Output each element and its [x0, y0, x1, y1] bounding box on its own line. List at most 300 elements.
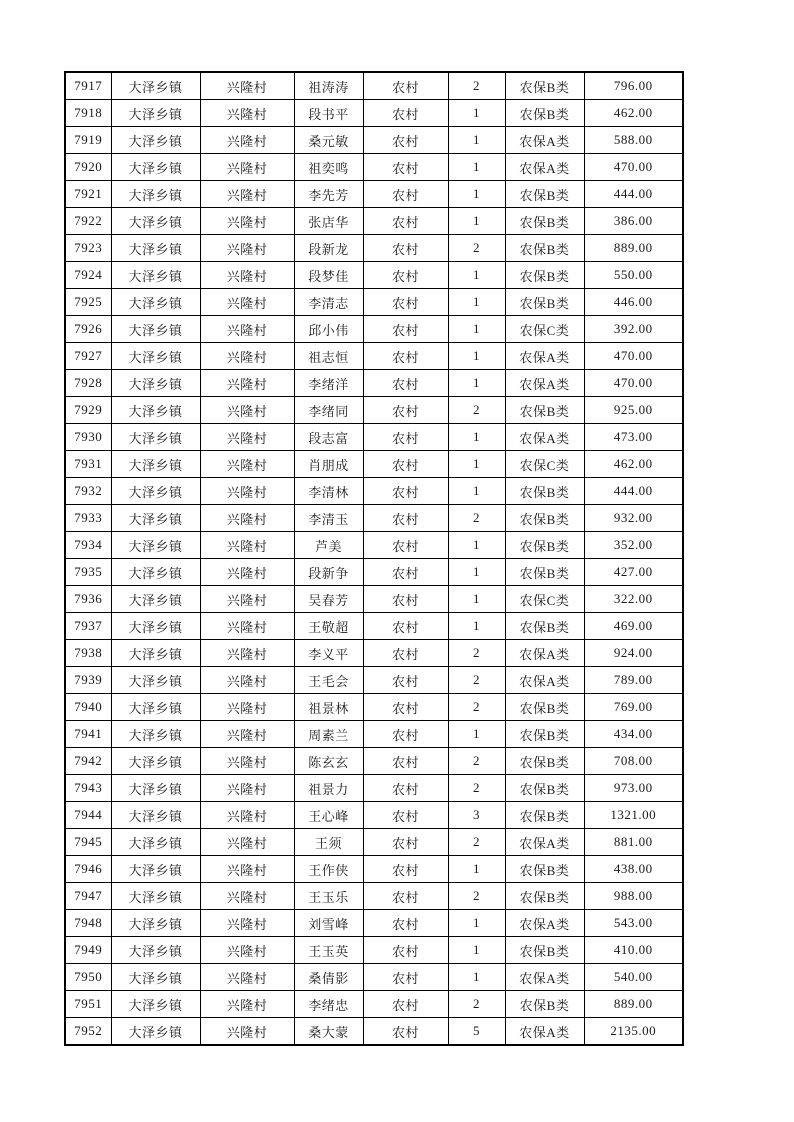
- cell-person-count: 1: [448, 586, 505, 613]
- cell-serial-number: 7929: [65, 397, 111, 424]
- cell-residence-type: 农村: [363, 856, 448, 883]
- cell-residence-type: 农村: [363, 532, 448, 559]
- cell-residence-type: 农村: [363, 208, 448, 235]
- cell-serial-number: 7952: [65, 1018, 111, 1046]
- cell-village: 兴隆村: [200, 694, 294, 721]
- cell-person-count: 5: [448, 1018, 505, 1046]
- cell-village: 兴隆村: [200, 937, 294, 964]
- cell-person-count: 2: [448, 775, 505, 802]
- cell-insurance-category: 农保A类: [505, 343, 584, 370]
- cell-amount: 470.00: [584, 154, 683, 181]
- cell-insurance-category: 农保C类: [505, 586, 584, 613]
- cell-person-name: 桑大蒙: [294, 1018, 363, 1046]
- table-row: [65, 721, 683, 748]
- cell-person-name: 段新争: [294, 559, 363, 586]
- cell-amount: 540.00: [584, 964, 683, 991]
- cell-serial-number: 7918: [65, 100, 111, 127]
- cell-person-name: 祖涛涛: [294, 72, 363, 100]
- cell-residence-type: 农村: [363, 694, 448, 721]
- cell-amount: 470.00: [584, 370, 683, 397]
- table-row: [65, 397, 683, 424]
- cell-township: 大泽乡镇: [111, 883, 200, 910]
- cell-insurance-category: 农保B类: [505, 478, 584, 505]
- cell-residence-type: 农村: [363, 451, 448, 478]
- cell-serial-number: 7949: [65, 937, 111, 964]
- table-row: [65, 856, 683, 883]
- cell-person-name: 王玉英: [294, 937, 363, 964]
- cell-person-name: 周素兰: [294, 721, 363, 748]
- cell-person-count: 1: [448, 937, 505, 964]
- cell-insurance-category: 农保A类: [505, 154, 584, 181]
- cell-serial-number: 7922: [65, 208, 111, 235]
- table-row: [65, 532, 683, 559]
- cell-township: 大泽乡镇: [111, 127, 200, 154]
- cell-serial-number: 7934: [65, 532, 111, 559]
- cell-insurance-category: 农保A类: [505, 829, 584, 856]
- table-row: [65, 937, 683, 964]
- cell-serial-number: 7919: [65, 127, 111, 154]
- cell-person-name: 祖景林: [294, 694, 363, 721]
- cell-person-count: 1: [448, 451, 505, 478]
- table-row: [65, 586, 683, 613]
- cell-village: 兴隆村: [200, 397, 294, 424]
- cell-insurance-category: 农保B类: [505, 775, 584, 802]
- cell-township: 大泽乡镇: [111, 100, 200, 127]
- cell-township: 大泽乡镇: [111, 829, 200, 856]
- cell-person-name: 李先芳: [294, 181, 363, 208]
- cell-amount: 2135.00: [584, 1018, 683, 1046]
- cell-village: 兴隆村: [200, 856, 294, 883]
- cell-person-count: 3: [448, 802, 505, 829]
- cell-person-count: 1: [448, 316, 505, 343]
- cell-insurance-category: 农保B类: [505, 289, 584, 316]
- cell-insurance-category: 农保B类: [505, 991, 584, 1018]
- cell-residence-type: 农村: [363, 721, 448, 748]
- table-row: [65, 802, 683, 829]
- cell-township: 大泽乡镇: [111, 613, 200, 640]
- cell-residence-type: 农村: [363, 775, 448, 802]
- cell-person-count: 2: [448, 991, 505, 1018]
- cell-residence-type: 农村: [363, 748, 448, 775]
- cell-person-count: 1: [448, 613, 505, 640]
- cell-township: 大泽乡镇: [111, 910, 200, 937]
- table-row: [65, 505, 683, 532]
- cell-person-name: 李绪同: [294, 397, 363, 424]
- cell-village: 兴隆村: [200, 640, 294, 667]
- cell-residence-type: 农村: [363, 72, 448, 100]
- cell-township: 大泽乡镇: [111, 289, 200, 316]
- cell-village: 兴隆村: [200, 532, 294, 559]
- cell-village: 兴隆村: [200, 370, 294, 397]
- cell-insurance-category: 农保A类: [505, 964, 584, 991]
- cell-insurance-category: 农保B类: [505, 559, 584, 586]
- cell-person-name: 李绪忠: [294, 991, 363, 1018]
- cell-amount: 889.00: [584, 235, 683, 262]
- cell-insurance-category: 农保B类: [505, 883, 584, 910]
- cell-township: 大泽乡镇: [111, 316, 200, 343]
- cell-village: 兴隆村: [200, 586, 294, 613]
- table-row: [65, 478, 683, 505]
- cell-village: 兴隆村: [200, 451, 294, 478]
- cell-person-name: 张店华: [294, 208, 363, 235]
- cell-serial-number: 7925: [65, 289, 111, 316]
- cell-residence-type: 农村: [363, 154, 448, 181]
- cell-village: 兴隆村: [200, 181, 294, 208]
- cell-person-count: 1: [448, 964, 505, 991]
- cell-amount: 427.00: [584, 559, 683, 586]
- cell-serial-number: 7932: [65, 478, 111, 505]
- cell-village: 兴隆村: [200, 424, 294, 451]
- cell-person-name: 邱小伟: [294, 316, 363, 343]
- cell-person-count: 1: [448, 154, 505, 181]
- cell-person-count: 1: [448, 181, 505, 208]
- table-row: [65, 370, 683, 397]
- cell-amount: 924.00: [584, 640, 683, 667]
- table-row: [65, 910, 683, 937]
- table-row: [65, 1018, 683, 1046]
- cell-township: 大泽乡镇: [111, 694, 200, 721]
- table-row: [65, 343, 683, 370]
- cell-amount: 470.00: [584, 343, 683, 370]
- cell-township: 大泽乡镇: [111, 181, 200, 208]
- cell-person-name: 祖奕鸣: [294, 154, 363, 181]
- cell-village: 兴隆村: [200, 505, 294, 532]
- table-row: [65, 127, 683, 154]
- cell-serial-number: 7947: [65, 883, 111, 910]
- cell-amount: 543.00: [584, 910, 683, 937]
- table-row: [65, 748, 683, 775]
- cell-village: 兴隆村: [200, 1018, 294, 1046]
- welfare-payment-table: [64, 71, 684, 1046]
- cell-serial-number: 7951: [65, 991, 111, 1018]
- cell-insurance-category: 农保A类: [505, 1018, 584, 1046]
- cell-serial-number: 7944: [65, 802, 111, 829]
- cell-amount: 796.00: [584, 72, 683, 100]
- cell-village: 兴隆村: [200, 154, 294, 181]
- cell-serial-number: 7945: [65, 829, 111, 856]
- cell-person-name: 李清志: [294, 289, 363, 316]
- cell-person-count: 1: [448, 100, 505, 127]
- cell-person-count: 1: [448, 370, 505, 397]
- cell-village: 兴隆村: [200, 100, 294, 127]
- cell-person-count: 1: [448, 424, 505, 451]
- cell-person-name: 吴春芳: [294, 586, 363, 613]
- cell-person-name: 李清玉: [294, 505, 363, 532]
- cell-person-name: 肖朋成: [294, 451, 363, 478]
- cell-amount: 973.00: [584, 775, 683, 802]
- cell-township: 大泽乡镇: [111, 802, 200, 829]
- table-row: [65, 424, 683, 451]
- cell-amount: 462.00: [584, 451, 683, 478]
- cell-person-name: 李义平: [294, 640, 363, 667]
- table-row: [65, 829, 683, 856]
- cell-residence-type: 农村: [363, 505, 448, 532]
- cell-township: 大泽乡镇: [111, 478, 200, 505]
- cell-township: 大泽乡镇: [111, 937, 200, 964]
- cell-person-count: 2: [448, 883, 505, 910]
- cell-amount: 889.00: [584, 991, 683, 1018]
- cell-residence-type: 农村: [363, 964, 448, 991]
- cell-serial-number: 7923: [65, 235, 111, 262]
- cell-serial-number: 7942: [65, 748, 111, 775]
- cell-person-name: 桑倩影: [294, 964, 363, 991]
- table-row: [65, 667, 683, 694]
- table-row: [65, 640, 683, 667]
- cell-person-count: 1: [448, 289, 505, 316]
- cell-village: 兴隆村: [200, 667, 294, 694]
- table-row: [65, 613, 683, 640]
- cell-residence-type: 农村: [363, 937, 448, 964]
- table-row: [65, 775, 683, 802]
- cell-village: 兴隆村: [200, 748, 294, 775]
- cell-township: 大泽乡镇: [111, 748, 200, 775]
- cell-serial-number: 7935: [65, 559, 111, 586]
- table-row: [65, 181, 683, 208]
- cell-insurance-category: 农保B类: [505, 532, 584, 559]
- cell-township: 大泽乡镇: [111, 775, 200, 802]
- cell-insurance-category: 农保B类: [505, 937, 584, 964]
- cell-serial-number: 7948: [65, 910, 111, 937]
- cell-amount: 410.00: [584, 937, 683, 964]
- table-row: [65, 289, 683, 316]
- cell-serial-number: 7920: [65, 154, 111, 181]
- cell-serial-number: 7941: [65, 721, 111, 748]
- table-row: [65, 235, 683, 262]
- cell-insurance-category: 农保A类: [505, 424, 584, 451]
- cell-township: 大泽乡镇: [111, 424, 200, 451]
- cell-person-name: 刘雪峰: [294, 910, 363, 937]
- cell-amount: 392.00: [584, 316, 683, 343]
- cell-person-name: 李绪洋: [294, 370, 363, 397]
- cell-township: 大泽乡镇: [111, 208, 200, 235]
- cell-amount: 1321.00: [584, 802, 683, 829]
- cell-township: 大泽乡镇: [111, 451, 200, 478]
- cell-residence-type: 农村: [363, 667, 448, 694]
- cell-amount: 444.00: [584, 478, 683, 505]
- cell-insurance-category: 农保B类: [505, 802, 584, 829]
- cell-township: 大泽乡镇: [111, 559, 200, 586]
- table-row: [65, 262, 683, 289]
- cell-village: 兴隆村: [200, 343, 294, 370]
- cell-person-count: 1: [448, 343, 505, 370]
- cell-amount: 434.00: [584, 721, 683, 748]
- cell-amount: 588.00: [584, 127, 683, 154]
- cell-serial-number: 7939: [65, 667, 111, 694]
- cell-residence-type: 农村: [363, 883, 448, 910]
- cell-residence-type: 农村: [363, 181, 448, 208]
- cell-person-count: 1: [448, 532, 505, 559]
- cell-village: 兴隆村: [200, 991, 294, 1018]
- cell-person-count: 2: [448, 235, 505, 262]
- table-row: [65, 72, 683, 100]
- cell-insurance-category: 农保B类: [505, 613, 584, 640]
- cell-village: 兴隆村: [200, 262, 294, 289]
- table-row: [65, 559, 683, 586]
- cell-insurance-category: 农保A类: [505, 910, 584, 937]
- cell-insurance-category: 农保B类: [505, 181, 584, 208]
- cell-village: 兴隆村: [200, 829, 294, 856]
- cell-person-name: 陈玄玄: [294, 748, 363, 775]
- cell-insurance-category: 农保B类: [505, 748, 584, 775]
- cell-person-name: 段梦佳: [294, 262, 363, 289]
- cell-amount: 438.00: [584, 856, 683, 883]
- cell-village: 兴隆村: [200, 559, 294, 586]
- cell-residence-type: 农村: [363, 559, 448, 586]
- cell-village: 兴隆村: [200, 208, 294, 235]
- cell-person-count: 1: [448, 127, 505, 154]
- cell-person-name: 王须: [294, 829, 363, 856]
- cell-residence-type: 农村: [363, 370, 448, 397]
- cell-person-count: 2: [448, 748, 505, 775]
- cell-person-count: 1: [448, 478, 505, 505]
- cell-residence-type: 农村: [363, 613, 448, 640]
- cell-person-count: 2: [448, 505, 505, 532]
- cell-amount: 988.00: [584, 883, 683, 910]
- cell-insurance-category: 农保B类: [505, 208, 584, 235]
- cell-residence-type: 农村: [363, 478, 448, 505]
- cell-insurance-category: 农保B类: [505, 856, 584, 883]
- cell-insurance-category: 农保A类: [505, 127, 584, 154]
- cell-amount: 469.00: [584, 613, 683, 640]
- cell-amount: 925.00: [584, 397, 683, 424]
- cell-person-name: 王毛会: [294, 667, 363, 694]
- cell-residence-type: 农村: [363, 262, 448, 289]
- cell-insurance-category: 农保B类: [505, 721, 584, 748]
- cell-village: 兴隆村: [200, 72, 294, 100]
- cell-village: 兴隆村: [200, 289, 294, 316]
- cell-serial-number: 7938: [65, 640, 111, 667]
- cell-residence-type: 农村: [363, 424, 448, 451]
- cell-insurance-category: 农保B类: [505, 100, 584, 127]
- table-row: [65, 694, 683, 721]
- cell-amount: 708.00: [584, 748, 683, 775]
- cell-insurance-category: 农保B类: [505, 505, 584, 532]
- cell-residence-type: 农村: [363, 235, 448, 262]
- cell-village: 兴隆村: [200, 802, 294, 829]
- cell-person-name: 桑元敏: [294, 127, 363, 154]
- cell-amount: 446.00: [584, 289, 683, 316]
- cell-person-name: 祖景力: [294, 775, 363, 802]
- table-row: [65, 451, 683, 478]
- cell-person-count: 2: [448, 72, 505, 100]
- cell-insurance-category: 农保B类: [505, 72, 584, 100]
- table-row: [65, 154, 683, 181]
- cell-person-count: 2: [448, 829, 505, 856]
- cell-township: 大泽乡镇: [111, 964, 200, 991]
- cell-village: 兴隆村: [200, 316, 294, 343]
- cell-insurance-category: 农保C类: [505, 316, 584, 343]
- cell-insurance-category: 农保B类: [505, 235, 584, 262]
- cell-person-name: 李清林: [294, 478, 363, 505]
- cell-township: 大泽乡镇: [111, 154, 200, 181]
- cell-residence-type: 农村: [363, 1018, 448, 1046]
- cell-person-name: 段志富: [294, 424, 363, 451]
- cell-residence-type: 农村: [363, 100, 448, 127]
- table-row: [65, 100, 683, 127]
- cell-person-name: 王心峰: [294, 802, 363, 829]
- cell-amount: 550.00: [584, 262, 683, 289]
- cell-residence-type: 农村: [363, 640, 448, 667]
- cell-township: 大泽乡镇: [111, 397, 200, 424]
- cell-amount: 462.00: [584, 100, 683, 127]
- cell-serial-number: 7937: [65, 613, 111, 640]
- cell-serial-number: 7930: [65, 424, 111, 451]
- cell-person-count: 2: [448, 667, 505, 694]
- cell-person-count: 1: [448, 721, 505, 748]
- cell-insurance-category: 农保B类: [505, 262, 584, 289]
- cell-township: 大泽乡镇: [111, 262, 200, 289]
- cell-amount: 386.00: [584, 208, 683, 235]
- cell-residence-type: 农村: [363, 289, 448, 316]
- cell-village: 兴隆村: [200, 613, 294, 640]
- cell-serial-number: 7924: [65, 262, 111, 289]
- cell-amount: 352.00: [584, 532, 683, 559]
- cell-village: 兴隆村: [200, 478, 294, 505]
- cell-amount: 932.00: [584, 505, 683, 532]
- cell-village: 兴隆村: [200, 775, 294, 802]
- cell-township: 大泽乡镇: [111, 856, 200, 883]
- table-row: [65, 964, 683, 991]
- cell-person-name: 王玉乐: [294, 883, 363, 910]
- cell-amount: 769.00: [584, 694, 683, 721]
- cell-serial-number: 7946: [65, 856, 111, 883]
- cell-residence-type: 农村: [363, 910, 448, 937]
- cell-insurance-category: 农保B类: [505, 694, 584, 721]
- cell-serial-number: 7917: [65, 72, 111, 100]
- cell-serial-number: 7950: [65, 964, 111, 991]
- cell-residence-type: 农村: [363, 829, 448, 856]
- cell-person-name: 段书平: [294, 100, 363, 127]
- cell-township: 大泽乡镇: [111, 532, 200, 559]
- cell-township: 大泽乡镇: [111, 343, 200, 370]
- cell-serial-number: 7933: [65, 505, 111, 532]
- cell-person-name: 段新龙: [294, 235, 363, 262]
- cell-village: 兴隆村: [200, 127, 294, 154]
- cell-residence-type: 农村: [363, 343, 448, 370]
- cell-township: 大泽乡镇: [111, 640, 200, 667]
- cell-village: 兴隆村: [200, 964, 294, 991]
- cell-residence-type: 农村: [363, 991, 448, 1018]
- table-row: [65, 316, 683, 343]
- cell-township: 大泽乡镇: [111, 235, 200, 262]
- cell-township: 大泽乡镇: [111, 1018, 200, 1046]
- cell-person-count: 2: [448, 694, 505, 721]
- cell-insurance-category: 农保C类: [505, 451, 584, 478]
- cell-township: 大泽乡镇: [111, 721, 200, 748]
- cell-serial-number: 7931: [65, 451, 111, 478]
- cell-serial-number: 7940: [65, 694, 111, 721]
- table-row: [65, 883, 683, 910]
- cell-person-name: 祖志恒: [294, 343, 363, 370]
- cell-township: 大泽乡镇: [111, 505, 200, 532]
- cell-serial-number: 7928: [65, 370, 111, 397]
- cell-amount: 444.00: [584, 181, 683, 208]
- cell-residence-type: 农村: [363, 127, 448, 154]
- cell-person-count: 2: [448, 397, 505, 424]
- cell-insurance-category: 农保A类: [505, 370, 584, 397]
- cell-person-count: 1: [448, 910, 505, 937]
- cell-serial-number: 7927: [65, 343, 111, 370]
- cell-township: 大泽乡镇: [111, 991, 200, 1018]
- cell-residence-type: 农村: [363, 397, 448, 424]
- cell-township: 大泽乡镇: [111, 72, 200, 100]
- cell-residence-type: 农村: [363, 802, 448, 829]
- cell-village: 兴隆村: [200, 721, 294, 748]
- cell-person-count: 1: [448, 856, 505, 883]
- cell-amount: 881.00: [584, 829, 683, 856]
- cell-township: 大泽乡镇: [111, 370, 200, 397]
- cell-amount: 322.00: [584, 586, 683, 613]
